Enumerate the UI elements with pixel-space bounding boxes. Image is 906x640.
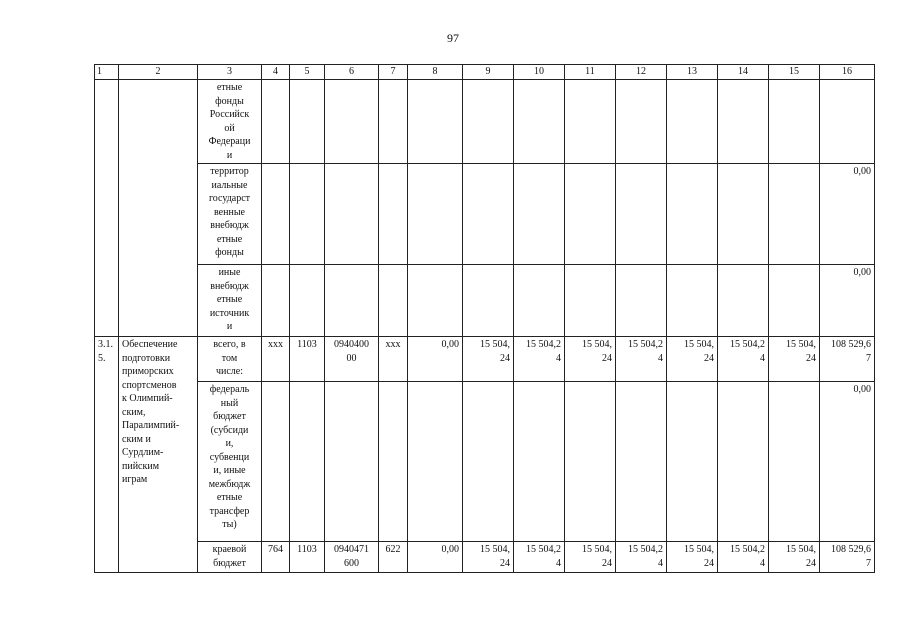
amount-cell: 15 504, 24 <box>667 337 718 382</box>
header-cell: 4 <box>262 65 290 80</box>
table-row <box>95 542 875 573</box>
amount-cell: 15 504, 24 <box>463 337 514 382</box>
total-cell: 108 529,6 7 <box>820 337 875 382</box>
table-row <box>95 337 875 382</box>
item-title: Обеспечение подготовки приморских спортсменов к Олимпий- ским, Паралимпий- ским и Сурдлим- пийским играм <box>119 337 198 573</box>
header-cell: 7 <box>379 65 408 80</box>
amount-cell: 15 504,2 4 <box>718 337 769 382</box>
page-number: 97 <box>447 31 459 45</box>
code-cell: 0940400 00 <box>325 337 379 382</box>
amount-cell: 15 504,2 4 <box>616 542 667 573</box>
header-cell: 12 <box>616 65 667 80</box>
header-cell: 6 <box>325 65 379 80</box>
header-cell: 9 <box>463 65 514 80</box>
item-title-cell <box>119 80 198 337</box>
code-cell: xxx <box>379 337 408 382</box>
header-cell: 2 <box>119 65 198 80</box>
header-cell: 8 <box>408 65 463 80</box>
code-cell: 1103 <box>290 337 325 382</box>
code-cell: 622 <box>379 542 408 573</box>
header-cell: 13 <box>667 65 718 80</box>
table-row <box>95 382 875 542</box>
amount-cell: 15 504, 24 <box>667 542 718 573</box>
funding-source-cell: краевой бюджет <box>198 542 262 573</box>
item-number: 3.1. 5. <box>95 337 119 573</box>
amount-cell: 15 504,2 4 <box>514 337 565 382</box>
amount-cell: 15 504, 24 <box>463 542 514 573</box>
total-cell: 0,00 <box>820 164 875 265</box>
code-cell: 764 <box>262 542 290 573</box>
amount-cell: 15 504,2 4 <box>616 337 667 382</box>
total-cell: 108 529,6 7 <box>820 542 875 573</box>
amount-cell: 15 504,2 4 <box>514 542 565 573</box>
amount-cell: 0,00 <box>408 542 463 573</box>
header-cell: 15 <box>769 65 820 80</box>
table-row <box>95 164 875 265</box>
header-cell: 1 <box>95 65 119 80</box>
total-cell: 0,00 <box>820 265 875 337</box>
code-cell: 1103 <box>290 542 325 573</box>
header-cell: 5 <box>290 65 325 80</box>
amount-cell: 0,00 <box>408 337 463 382</box>
funding-source-cell: иные внебюдж етные источник и <box>198 265 262 337</box>
amount-cell: 15 504, 24 <box>769 337 820 382</box>
total-cell <box>820 80 875 164</box>
budget-table <box>94 64 875 573</box>
funding-source-cell: территор иальные государст венные внебюдж етные фонды <box>198 164 262 265</box>
amount-cell: 15 504, 24 <box>565 542 616 573</box>
table-row <box>95 80 875 164</box>
funding-source-cell: етные фонды Российск ой Федераци и <box>198 80 262 164</box>
header-cell: 10 <box>514 65 565 80</box>
header-cell: 14 <box>718 65 769 80</box>
table-row <box>95 265 875 337</box>
code-cell: xxx <box>262 337 290 382</box>
funding-source-cell: федераль ный бюджет (субсиди и, субвенци и, иные межбюдж етные трансфер ты) <box>198 382 262 542</box>
amount-cell: 15 504, 24 <box>565 337 616 382</box>
total-cell: 0,00 <box>820 382 875 542</box>
item-number-cell <box>95 80 119 337</box>
header-cell: 16 <box>820 65 875 80</box>
header-row <box>95 65 875 80</box>
amount-cell: 15 504,2 4 <box>718 542 769 573</box>
header-cell: 3 <box>198 65 262 80</box>
amount-cell: 15 504, 24 <box>769 542 820 573</box>
funding-source-cell: всего, в том числе: <box>198 337 262 382</box>
code-cell: 0940471 600 <box>325 542 379 573</box>
header-cell: 11 <box>565 65 616 80</box>
